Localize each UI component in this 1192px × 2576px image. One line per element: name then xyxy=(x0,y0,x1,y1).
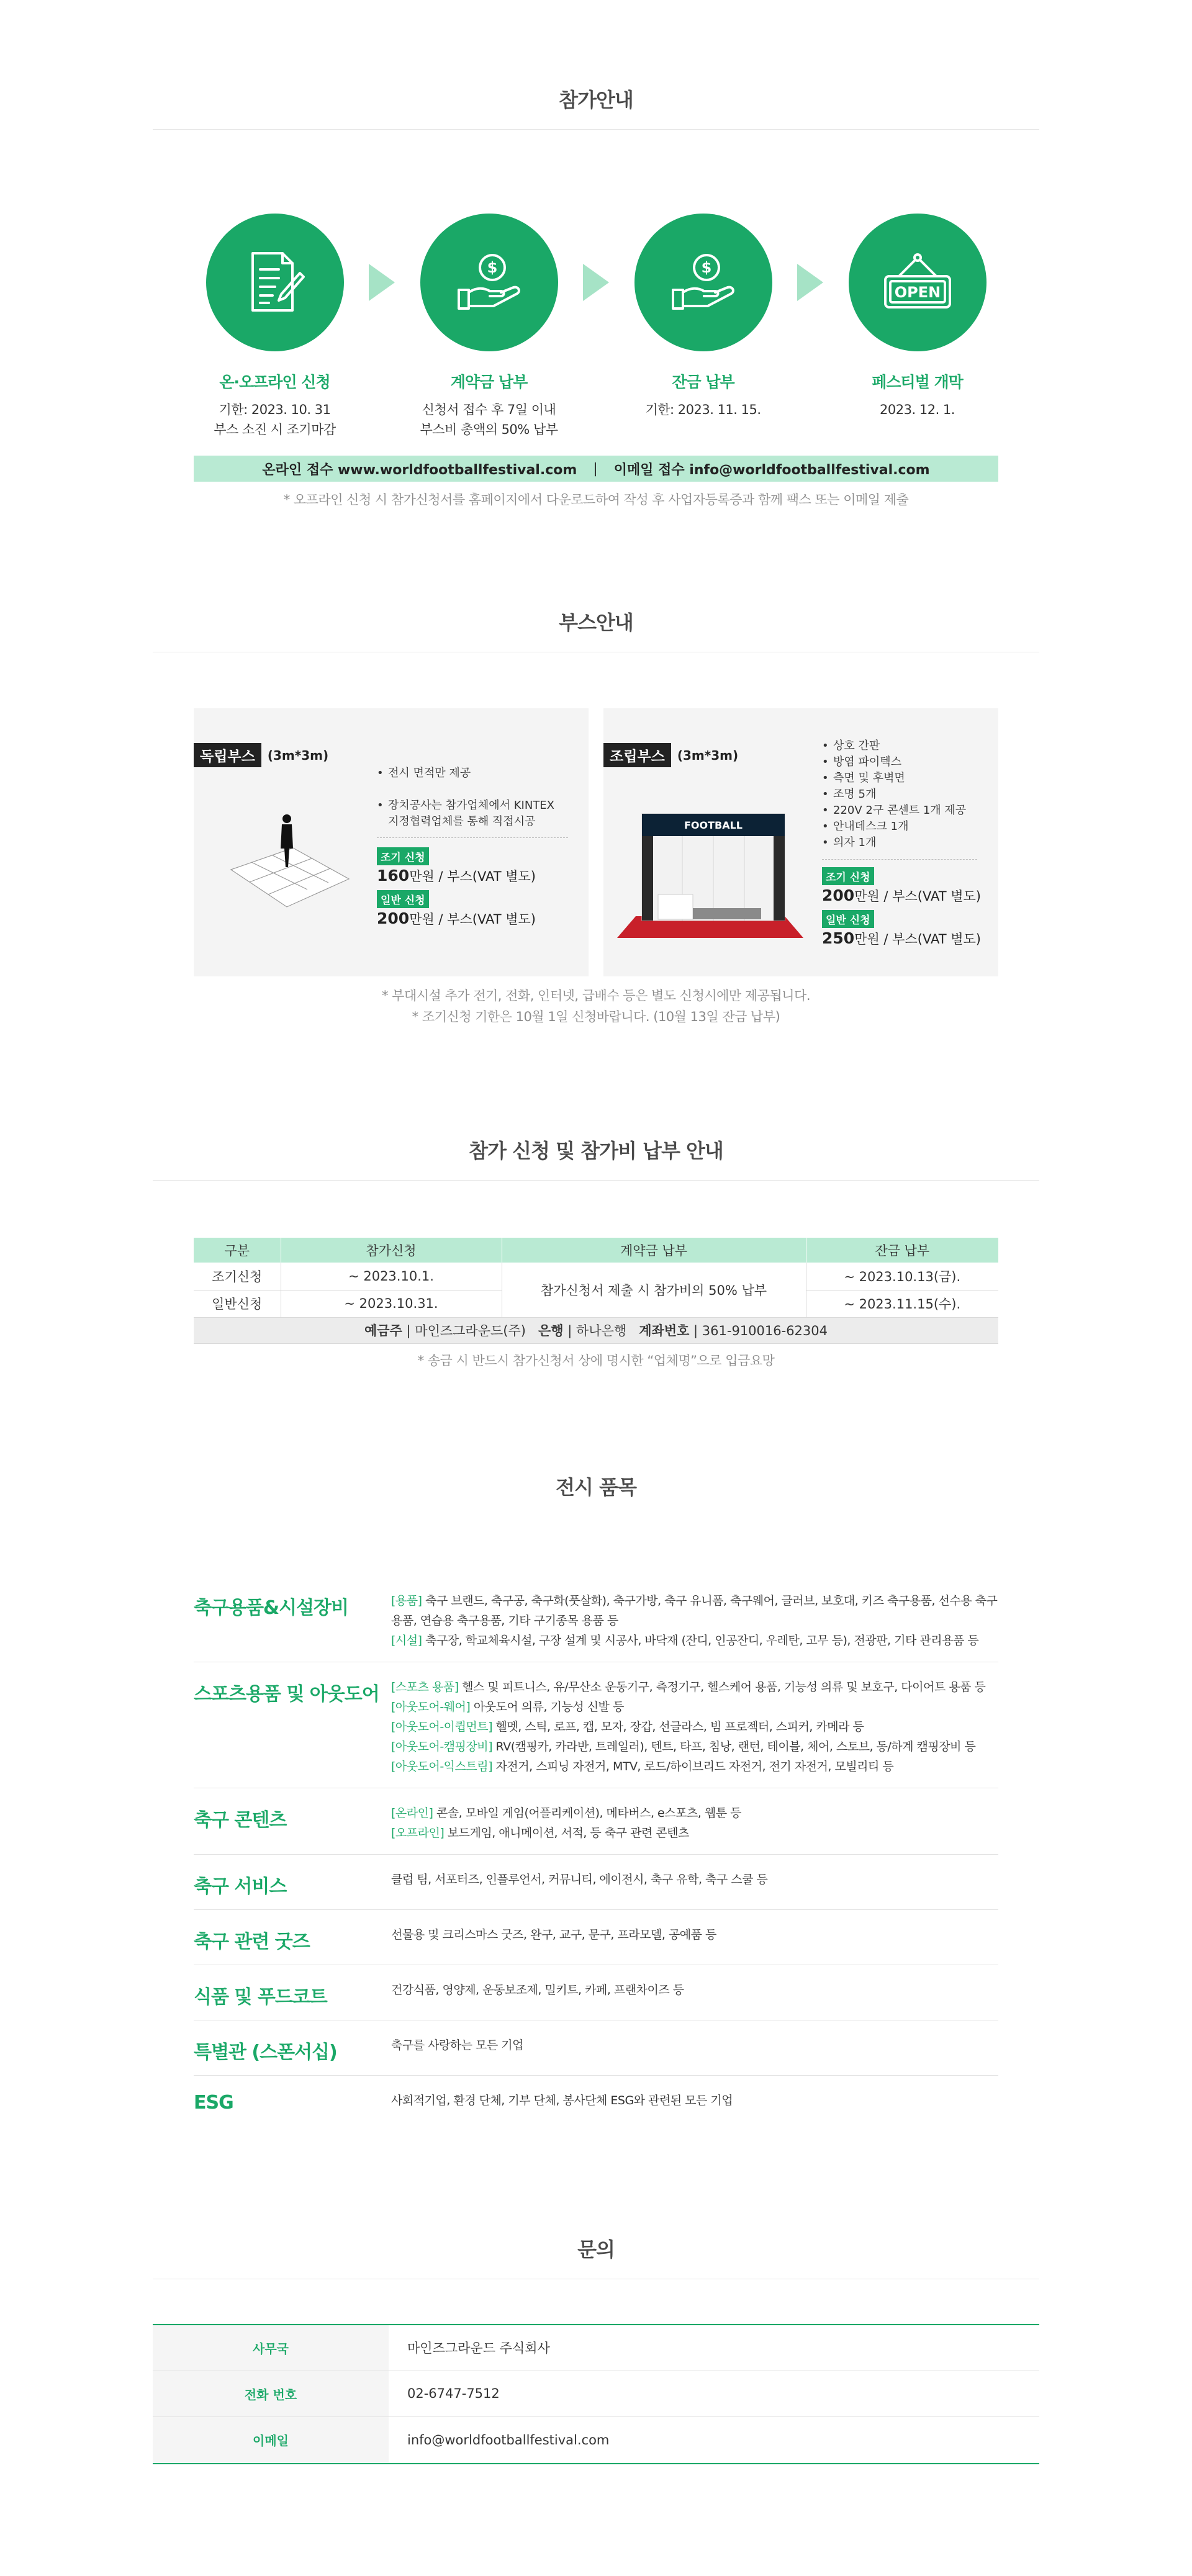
item-line xyxy=(391,1631,998,1651)
payment-table xyxy=(194,1238,998,1344)
cell-balance: ~ 2023.10.13(금). xyxy=(806,1263,998,1290)
item-line xyxy=(391,1757,998,1777)
feature-item: • 전시 면적만 제공 xyxy=(377,765,554,781)
feature-item: • 220V 2구 콘센트 1개 제공 xyxy=(822,803,966,819)
booth-tag xyxy=(603,743,738,767)
item-text: RV(캠핑카, 카라반, 트레일러), 텐트, 타프, 침낭, 랜턴, 테이블, 체어, 스토브, 동/하계 캠핑장비 등 xyxy=(492,1739,976,1754)
price-block xyxy=(377,847,536,933)
open-sign-icon xyxy=(880,251,955,313)
booth-tag xyxy=(194,743,328,767)
early-apply-badge: 조기 신청 xyxy=(822,867,874,885)
item-description xyxy=(391,1803,998,1843)
feature-item: • 장치공사는 참가업체에서 KINTEX 지정협력업체를 통해 직접시공 xyxy=(377,798,554,830)
section-title: 문의 xyxy=(153,2234,1039,2279)
svg-text:$: $ xyxy=(487,259,497,276)
item-description xyxy=(391,2091,998,2114)
table-row xyxy=(194,1263,998,1290)
early-price: 160만원 / 부스(VAT 별도) xyxy=(377,867,536,885)
column-header: 구분 xyxy=(194,1238,281,1263)
inquiry-row-office xyxy=(153,2325,1039,2371)
item-text: 아웃도어 의류, 기능성 신발 등 xyxy=(470,1700,624,1714)
exhibition-item-row xyxy=(194,1576,998,1662)
booth-features xyxy=(822,738,966,851)
item-tag: [온라인] xyxy=(391,1806,433,1820)
item-line xyxy=(391,1677,998,1697)
item-text: 자전거, 스피닝 자전거, MTV, 로드/하이브리드 자전거, 전기 자전거, 모빌리티 등 xyxy=(492,1759,894,1773)
step-title: 온·오프라인 신청 xyxy=(219,373,330,391)
item-text: 헬멧, 스틱, 로프, 캡, 모자, 장갑, 선글라스, 빔 프로젝터, 스피커, 카메라 등 xyxy=(492,1719,864,1734)
cell-deposit: 참가신청서 제출 시 참가비의 50% 납부 xyxy=(502,1263,806,1317)
table-header-row xyxy=(194,1238,998,1263)
item-category: 축구 서비스 xyxy=(194,1875,287,1898)
participation-guide-section xyxy=(153,0,1039,510)
step-opening xyxy=(843,214,992,420)
column-header: 잔금 납부 xyxy=(806,1238,998,1263)
contact-bar xyxy=(194,456,998,482)
normal-price: 200만원 / 부스(VAT 별도) xyxy=(377,909,536,927)
early-price: 200만원 / 부스(VAT 별도) xyxy=(822,886,981,904)
item-text: 건강식품, 영양제, 운동보조제, 밀키트, 카페, 프랜차이즈 등 xyxy=(391,1983,684,1997)
section-title: 부스안내 xyxy=(153,607,1039,652)
assembled-booth-card xyxy=(603,708,998,976)
inquiry-row-phone xyxy=(153,2371,1039,2417)
step-desc: 기한: 2023. 10. 31 부스 소진 시 조기마감 xyxy=(214,402,336,437)
item-category: ESG xyxy=(194,2091,233,2114)
item-category: 식품 및 푸드코트 xyxy=(194,1986,327,2008)
item-description xyxy=(391,1677,998,1777)
exhibition-items-list xyxy=(194,1576,998,2125)
item-line xyxy=(391,1803,998,1823)
cell-type: 조기신청 xyxy=(194,1263,281,1290)
booth-structure-illustration xyxy=(617,801,803,944)
step-title: 계약금 납부 xyxy=(450,373,528,391)
column-header: 계약금 납부 xyxy=(502,1238,806,1263)
booth-size: (3m*3m) xyxy=(677,747,739,763)
booth-type-label: 독립부스 xyxy=(194,743,261,767)
feature-item: • 조명 5개 xyxy=(822,786,966,803)
item-text: 헬스 및 피트니스, 유/무산소 운동기구, 측정기구, 헬스케어 용품, 기능성 의류 및 보호구, 다이어트 용품 등 xyxy=(458,1680,986,1694)
item-text: 콘솔, 모바일 게임(어플리케이션), 메타버스, e스포츠, 웹툰 등 xyxy=(433,1806,741,1820)
step-deposit xyxy=(415,214,564,439)
booth-size: (3m*3m) xyxy=(267,747,329,763)
exhibition-item-row xyxy=(194,1965,998,2020)
inquiry-key: 이메일 xyxy=(153,2417,389,2463)
divider xyxy=(822,859,977,860)
item-tag: [아웃도어-이큅먼트] xyxy=(391,1719,493,1734)
section-title: 참가 신청 및 참가비 납부 안내 xyxy=(153,1135,1039,1181)
exhibition-item-row xyxy=(194,1855,998,1910)
hand-coin-icon xyxy=(455,251,523,313)
cell-type: 일반신청 xyxy=(194,1290,281,1317)
step-circle xyxy=(634,214,772,351)
item-text: 축구를 사랑하는 모든 기업 xyxy=(391,2038,524,2052)
normal-apply-badge: 일반 신청 xyxy=(377,890,429,908)
inquiry-section xyxy=(153,2125,1039,2576)
item-description xyxy=(391,1591,998,1651)
item-line xyxy=(391,1611,998,1631)
feature-item: • 방염 파이텍스 xyxy=(822,754,966,770)
early-deadline-note: * 조기신청 기한은 10월 1일 신청바랍니다. (10월 13일 잔금 납부) xyxy=(412,1009,780,1024)
column-header: 참가신청 xyxy=(281,1238,502,1263)
feature-item: • 상호 간판 xyxy=(822,738,966,754)
inquiry-key: 전화 번호 xyxy=(153,2371,389,2416)
item-line xyxy=(391,1717,998,1737)
item-tag: [아웃도어-익스트림] xyxy=(391,1759,493,1773)
hand-coin-icon xyxy=(669,251,738,313)
steps-flow xyxy=(153,214,1039,439)
svg-text:$: $ xyxy=(701,259,711,276)
exhibition-item-row xyxy=(194,1910,998,1965)
item-tag: [용품] xyxy=(391,1593,422,1608)
item-text: 용품, 연습용 축구용품, 기타 구기종목 용품 등 xyxy=(391,1613,618,1628)
early-apply-badge: 조기 신청 xyxy=(377,847,429,865)
item-line xyxy=(391,1925,998,1945)
payment-guide-section xyxy=(153,1027,1039,1371)
inquiry-row-email xyxy=(153,2417,1039,2463)
item-description xyxy=(391,1980,998,2009)
item-description xyxy=(391,2035,998,2064)
online-apply-link[interactable]: 온라인 접수 www.worldfootballfestival.com xyxy=(262,462,577,478)
exhibition-item-row xyxy=(194,1662,998,1788)
inquiry-value[interactable]: info@worldfootballfestival.com xyxy=(407,2432,610,2448)
exhibition-item-row xyxy=(194,2076,998,2125)
booth-sign-text: FOOTBALL xyxy=(684,819,743,831)
item-line xyxy=(391,1737,998,1757)
item-line xyxy=(391,2091,998,2110)
divider: | xyxy=(593,461,598,477)
item-line xyxy=(391,1870,998,1889)
email-apply-link[interactable]: 이메일 접수 info@worldfootballfestival.com xyxy=(613,462,930,478)
feature-item: • 안내데스크 1개 xyxy=(822,819,966,835)
section-title: 전시 품목 xyxy=(556,1475,636,1499)
booth-guide-section xyxy=(153,510,1039,1027)
item-text: 클럽 팀, 서포터즈, 인플루언서, 커뮤니티, 에이전시, 축구 유학, 축구 스쿨 등 xyxy=(391,1872,768,1886)
independent-booth-card xyxy=(194,708,589,976)
item-line xyxy=(391,1591,998,1611)
booth-features xyxy=(377,749,554,846)
step-circle xyxy=(420,214,558,351)
item-description xyxy=(391,1925,998,1953)
item-text: 축구장, 학교체육시설, 구장 설계 및 시공사, 바닥재 (잔디, 인공잔디, 우레탄, 고무 등), 전광판, 기타 관리용품 등 xyxy=(422,1633,979,1647)
item-description xyxy=(391,1870,998,1898)
cell-apply: ~ 2023.10.1. xyxy=(281,1263,502,1290)
inquiry-table xyxy=(153,2324,1039,2464)
step-desc: 기한: 2023. 11. 15. xyxy=(645,402,761,417)
exhibition-item-row xyxy=(194,1788,998,1855)
item-tag: [오프라인] xyxy=(391,1826,445,1840)
item-tag: [아웃도어-웨어] xyxy=(391,1700,471,1714)
bank-info-row xyxy=(194,1317,998,1343)
item-category: 축구용품&시설장비 xyxy=(194,1596,349,1619)
step-circle xyxy=(849,214,987,351)
normal-apply-badge: 일반 신청 xyxy=(822,910,874,928)
item-text: 축구 브랜드, 축구공, 축구화(풋살화), 축구가방, 축구 유니폼, 축구웨어, 글러브, 보호대, 키즈 축구용품, 선수용 축구 xyxy=(422,1593,998,1608)
item-text: 보드게임, 애니메이션, 서적, 등 축구 관련 콘텐츠 xyxy=(444,1826,689,1840)
item-line xyxy=(391,1980,998,2000)
item-tag: [아웃도어-캠핑장비] xyxy=(391,1739,493,1754)
booth-type-label: 조립부스 xyxy=(603,743,671,767)
inquiry-value[interactable]: 02-6747-7512 xyxy=(407,2386,500,2401)
price-block xyxy=(822,867,981,953)
step-apply xyxy=(201,214,350,439)
step-balance xyxy=(629,214,778,420)
feature-item: • 의자 1개 xyxy=(822,835,966,851)
section-title: 참가안내 xyxy=(153,84,1039,130)
item-line xyxy=(391,1823,998,1843)
item-line xyxy=(391,1697,998,1717)
facility-note: * 부대시설 추가 전기, 전화, 인터넷, 급배수 등은 별도 신청시에만 제공됩니다. xyxy=(381,988,811,1003)
step-desc: 신청서 접수 후 7일 이내 부스비 총액의 50% 납부 xyxy=(420,402,558,437)
remittance-note: * 송금 시 반드시 참가신청서 상에 명시한 “업체명”으로 입금요망 xyxy=(417,1353,775,1368)
inquiry-value: 마인즈그라운드 주식회사 xyxy=(407,2341,550,2356)
arrow-right-icon xyxy=(350,214,415,351)
step-circle xyxy=(206,214,344,351)
inquiry-key: 사무국 xyxy=(153,2325,389,2371)
arrow-right-icon xyxy=(564,214,629,351)
exhibition-items-section xyxy=(153,1371,1039,2125)
item-line xyxy=(391,2035,998,2055)
step-desc: 2023. 12. 1. xyxy=(880,402,955,417)
exhibition-item-row xyxy=(194,2020,998,2076)
normal-price: 250만원 / 부스(VAT 별도) xyxy=(822,929,981,947)
item-tag: [시설] xyxy=(391,1633,422,1647)
arrow-right-icon xyxy=(778,214,843,351)
item-text: 선물용 및 크리스마스 굿즈, 완구, 교구, 문구, 프라모델, 공예품 등 xyxy=(391,1927,716,1942)
document-pen-icon xyxy=(244,248,306,317)
floor-grid-person-illustration xyxy=(212,814,361,938)
cell-apply: ~ 2023.10.31. xyxy=(281,1290,502,1317)
booth-cards xyxy=(153,708,1039,976)
item-tag: [스포츠 용품] xyxy=(391,1680,459,1694)
divider xyxy=(377,837,568,838)
item-category: 축구 콘텐츠 xyxy=(194,1809,287,1831)
step-title: 잔금 납부 xyxy=(672,373,734,391)
item-text: 사회적기업, 환경 단체, 기부 단체, 봉사단체 ESG와 관련된 모든 기업 xyxy=(391,2093,733,2107)
item-category: 축구 관련 굿즈 xyxy=(194,1930,310,1953)
step-title: 페스티벌 개막 xyxy=(872,373,963,391)
feature-item: • 측면 및 후벽면 xyxy=(822,770,966,786)
item-category: 특별관 (스폰서십) xyxy=(194,2041,337,2063)
offline-note: * 오프라인 신청 시 참가신청서를 홈페이지에서 다운로드하여 작성 후 사업자등록증과 함께 팩스 또는 이메일 제출 xyxy=(283,492,909,507)
open-sign-text: OPEN xyxy=(894,284,941,301)
cell-balance: ~ 2023.11.15(수). xyxy=(806,1290,998,1317)
item-category: 스포츠용품 및 아웃도어 xyxy=(194,1683,379,1705)
bank-info: 예금주 | 마인즈그라운드(주) 은행 | 하나은행 계좌번호 | 361-910016-62304 xyxy=(194,1317,998,1343)
